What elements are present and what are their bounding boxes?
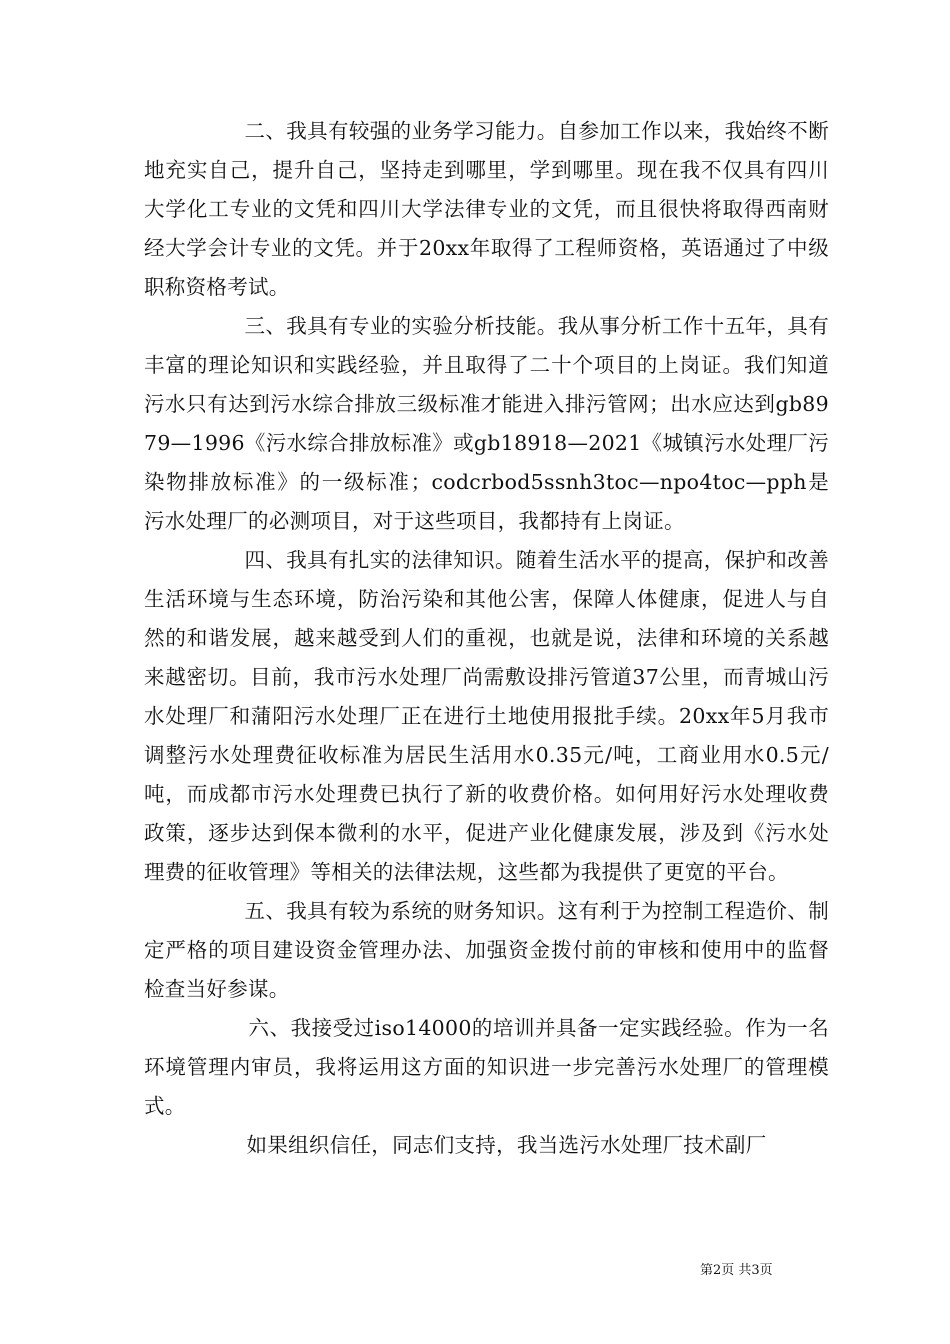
paragraph-legal-knowledge: 四、我具有扎实的法律知识。随着生活水平的提高，保护和改善生活环境与生态环境，防治污染和其他公害，保障人体健康，促进人与自然的和谐发展，越来越受到人们的重视，也就是说，法律和环境的关系越来越密切。目前，我市污水处理厂尚需敷设排污管道37公里，而青城山污水处理厂和蒲阳污水处理厂正在进行土地使用报批手续。20xx年5月我市调整污水处理费征收标准为居民生活用水0.35元/吨，工商业用水0.5元/吨，而成都市污水处理费已执行了新的收费价格。如何用好污水处理收费政策，逐步达到保本微利的水平，促进产业化健康发展，涉及到《污水处理费的征收管理》等相关的法律法规，这些都为我提供了更宽的平台。 bbox=[144, 548, 829, 884]
paragraph-analysis-skills: 三、我具有专业的实验分析技能。我从事分析工作十五年，具有丰富的理论知识和实践经验，并且取得了二十个项目的上岗证。我们知道污水只有达到污水综合排放三级标准才能进入排污管网；出水应达到gb8979—1996《污水综合排放标准》或gb18918—2021《城镇污水处理厂污染物排放标准》的一级标准；codcrbod5ssnh3toc—npo4toc—pph是污水处理厂的必测项目，对于这些项目，我都持有上岗证。 bbox=[144, 314, 829, 533]
page-number-footer: 第2页 共3页 bbox=[700, 1263, 773, 1278]
paragraph-closing: 如果组织信任，同志们支持，我当选污水处理厂技术副厂 bbox=[246, 1133, 767, 1157]
paragraph-iso14000: 六、我接受过iso14000的培训并具备一定实践经验。作为一名环境管理内审员，我将运用这方面的知识进一步完善污水处理厂的管理模式。 bbox=[144, 1016, 829, 1118]
paragraph-financial-knowledge: 五、我具有较为系统的财务知识。这有利于为控制工程造价、制定严格的项目建设资金管理办法、加强资金拨付前的审核和使用中的监督检查当好参谋。 bbox=[144, 899, 829, 1001]
paragraph-learning-ability: 二、我具有较强的业务学习能力。自参加工作以来，我始终不断地充实自己，提升自己，坚持走到哪里，学到哪里。现在我不仅具有四川大学化工专业的文凭和四川大学法律专业的文凭，而且很快将取得西南财经大学会计专业的文凭。并于20xx年取得了工程师资格，英语通过了中级职称资格考试。 bbox=[144, 119, 829, 299]
document-body bbox=[144, 112, 829, 1165]
